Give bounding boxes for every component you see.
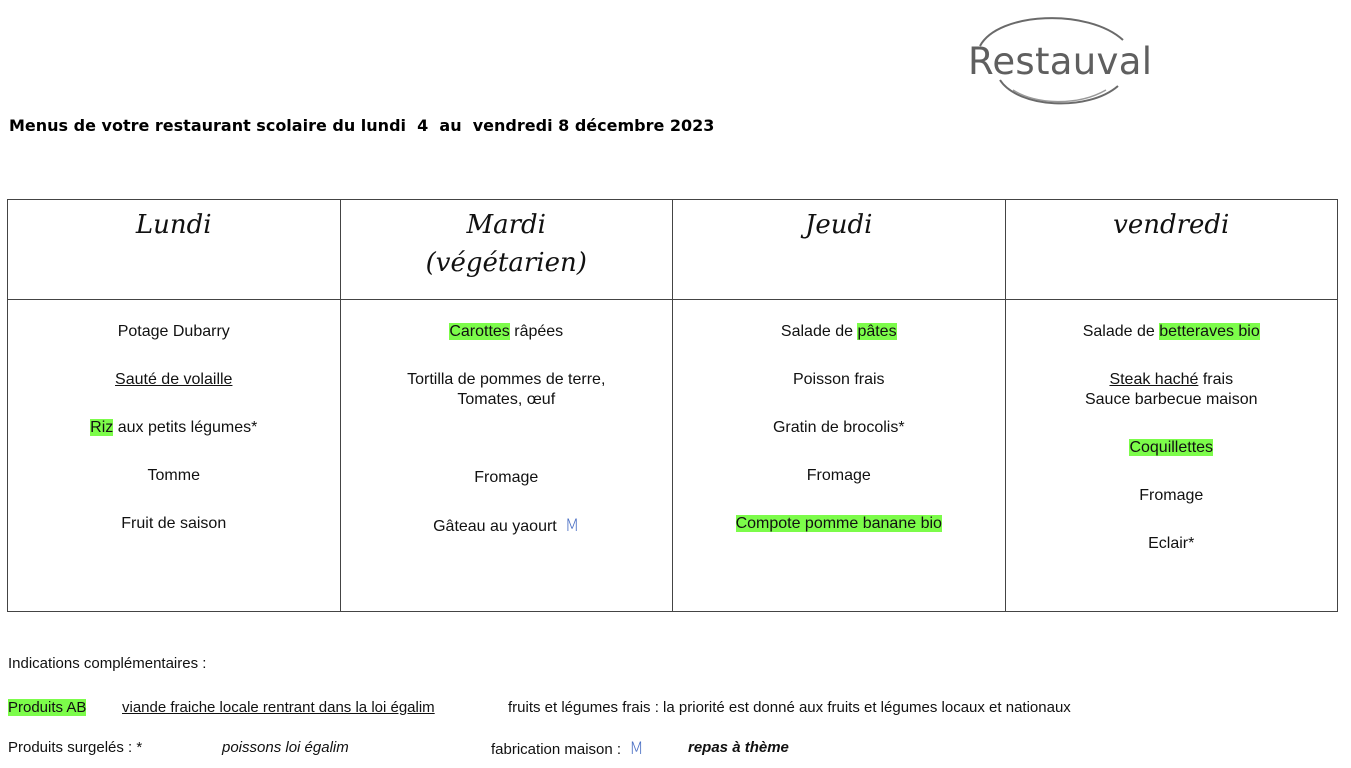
legend-theme: repas à thème [688,739,789,756]
menu-item: Eclair* [1148,535,1195,552]
menu-table [7,199,1338,612]
menu-item: Fromage [474,469,539,486]
day-header-mardi: Mardi (végétarien) [340,200,673,300]
legend-viande: viande fraiche locale rentrant dans la loi égalim [122,699,435,716]
logo-text: Restauval [968,40,1153,83]
menu-item: Poisson frais [792,371,885,388]
homemade-mark-icon: M [629,739,644,759]
page-title: Menus de votre restaurant scolaire du lundi 4 au vendredi 8 décembre 2023 [9,116,715,135]
menu-item: Steak haché frais Sauce barbecue maison [1084,371,1258,408]
menu-item: Fruit de saison [121,515,227,532]
legend-fabrication: fabrication maison : M [491,739,644,759]
menu-item: Compote pomme banane bio [735,515,942,532]
legend-surgeles: Produits surgelés : * [8,739,143,756]
menu-item: Coquillettes [1129,439,1214,456]
homemade-mark-icon: M [564,516,580,536]
menu-item: Potage Dubarry [117,323,230,340]
menu-column-vendredi [1005,300,1338,612]
menu-column-jeudi [673,300,1006,612]
menu-column-mardi [340,300,673,612]
menu-item: Gâteau au yaourt M [433,516,580,536]
menu-item: Riz aux petits légumes* [90,419,258,436]
legend-poissons: poissons loi égalim [222,739,349,756]
menu-item: Tomme [147,467,200,484]
day-header-jeudi: Jeudi [673,200,1006,300]
menu-item: Fromage [1139,487,1204,504]
menu-item: Fromage [806,467,871,484]
legend-fruits: fruits et légumes frais : la priorité est donné aux fruits et légumes locaux et nationaux [508,699,1071,716]
menu-item: Carottes râpées [449,323,564,340]
menu-item: Gratin de brocolis* [772,419,905,436]
menu-item: Salade de betteraves bio [1082,323,1260,340]
menu-item: Salade de pâtes [780,323,897,340]
legend-heading: Indications complémentaires : [8,655,207,672]
legend-ab: Produits AB [8,699,87,716]
menu-column-lundi [8,300,341,612]
day-header-vendredi: vendredi [1005,200,1338,300]
menu-item: Tortilla de pommes de terre, Tomates, œuf [407,371,606,408]
day-header-lundi: Lundi [8,200,341,300]
restauval-logo [958,10,1168,110]
menu-item: Sauté de volaille [115,371,233,388]
